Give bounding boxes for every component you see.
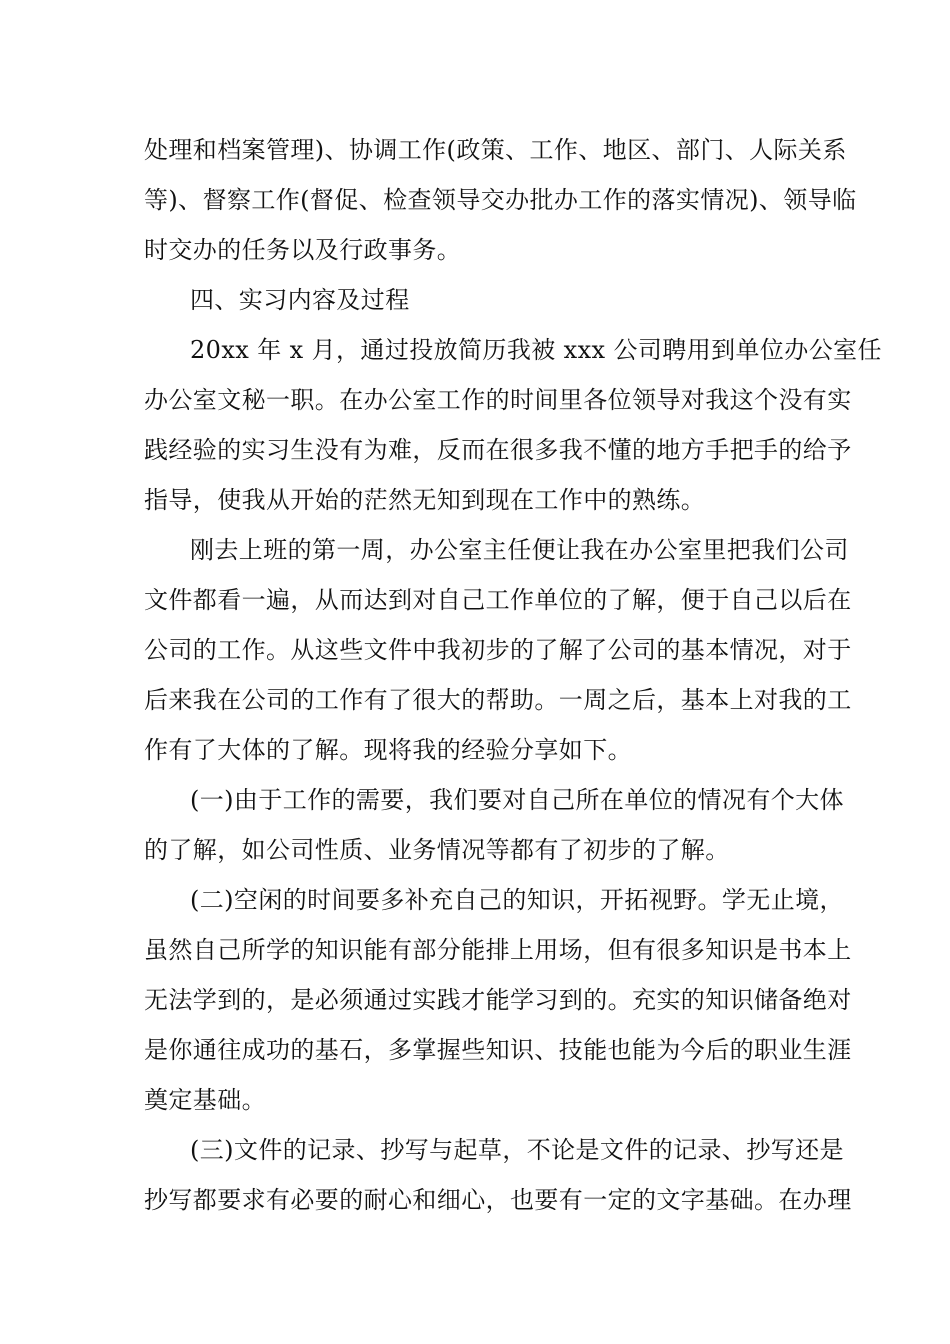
body-text-line: 的了解，如公司性质、业务情况等都有了初步的了解。	[144, 836, 730, 864]
body-text-line: (三)文件的记录、抄写与起草，不论是文件的记录、抄写还是	[190, 1136, 844, 1164]
body-text-line: 后来我在公司的工作有了很大的帮助。一周之后，基本上对我的工	[144, 686, 852, 714]
body-text-line: 刚去上班的第一周，办公室主任便让我在办公室里把我们公司	[190, 536, 849, 564]
body-text-line: 处理和档案管理)、协调工作(政策、工作、地区、部门、人际关系	[144, 136, 847, 164]
body-text-line: 办公室文秘一职。在办公室工作的时间里各位领导对我这个没有实	[144, 386, 852, 414]
body-text-line: 20xx 年 x 月，通过投放简历我被 xxx 公司聘用到单位办公室任	[190, 336, 882, 364]
body-text-line: (二)空闲的时间要多补充自己的知识，开拓视野。学无止境，	[190, 886, 844, 914]
body-text-line: 文件都看一遍，从而达到对自己工作单位的了解，便于自己以后在	[144, 586, 852, 614]
body-text-line: 无法学到的，是必须通过实践才能学习到的。充实的知识储备绝对	[144, 986, 852, 1014]
body-text-line: 是你通往成功的基石，多掌握些知识、技能也能为今后的职业生涯	[144, 1036, 852, 1064]
body-text-line: 抄写都要求有必要的耐心和细心，也要有一定的文字基础。在办理	[144, 1186, 852, 1214]
body-text-line: (一)由于工作的需要，我们要对自己所在单位的情况有个大体	[190, 786, 844, 814]
body-text-line: 时交办的任务以及行政事务。	[144, 236, 462, 264]
body-text-line: 践经验的实习生没有为难，反而在很多我不懂的地方手把手的给予	[144, 436, 852, 464]
body-text-line: 奠定基础。	[144, 1086, 266, 1114]
body-text-line: 虽然自己所学的知识能有部分能排上用场，但有很多知识是书本上	[144, 936, 852, 964]
body-text-line: 等)、督察工作(督促、检查领导交办批办工作的落实情况)、领导临	[144, 186, 857, 214]
body-text-line: 公司的工作。从这些文件中我初步的了解了公司的基本情况，对于	[144, 636, 852, 664]
body-text-line: 指导，使我从开始的茫然无知到现在工作中的熟练。	[144, 486, 706, 514]
body-text-line: 作有了大体的了解。现将我的经验分享如下。	[144, 736, 632, 764]
section-heading: 四、实习内容及过程	[190, 286, 410, 314]
